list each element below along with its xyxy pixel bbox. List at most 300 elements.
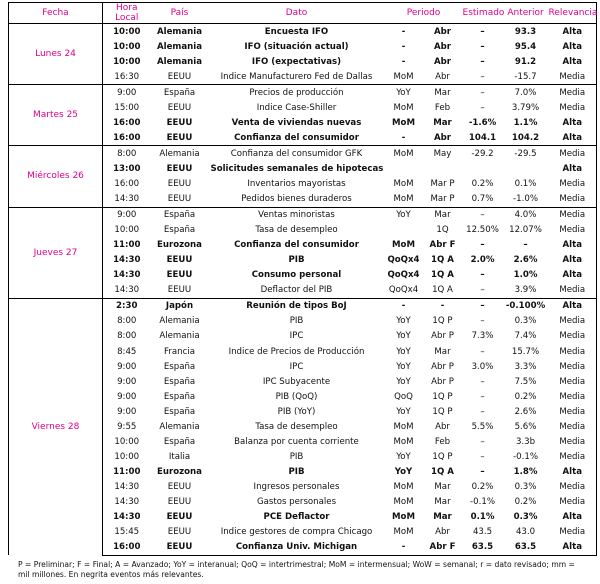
row-period: Abr [433, 41, 452, 52]
row-freq: YoY [396, 451, 411, 462]
row-dato: Precios de producción [209, 85, 385, 101]
row-country: España [163, 361, 196, 372]
row-period: 1Q P [432, 316, 453, 327]
row-period: Mar [433, 117, 452, 128]
row-time: 10:00 [103, 24, 151, 40]
row-period: Mar [423, 85, 463, 101]
header-relevancia: Relevancia [549, 3, 597, 24]
row-freq: MoM [393, 178, 414, 189]
header-anterior: Anterior [503, 3, 549, 24]
row-freq: MoM [393, 102, 414, 113]
row-period: 1Q A [431, 270, 454, 281]
row-estimado: – [480, 346, 485, 357]
row-freq: YoY [396, 406, 411, 417]
row-relevancia: Alta [549, 161, 597, 176]
row-time: 10:00 [103, 223, 151, 238]
row-freq: YoY [396, 316, 411, 327]
row-time: 9:00 [103, 85, 151, 101]
row-country: Alemania [156, 41, 203, 52]
row-dato: Indice gestores de compra Chicago [220, 527, 373, 538]
row-period: Mar [433, 512, 452, 523]
row-relevancia: Media [549, 494, 597, 509]
row-country: Italia [168, 451, 191, 462]
row-freq: MoM [393, 481, 414, 492]
row-anterior: 93.3 [503, 24, 549, 40]
row-relevancia: Alta [549, 298, 597, 314]
row-relevancia: Alta [549, 54, 597, 69]
row-estimado: 0.1% [470, 512, 495, 523]
row-estimado: – [480, 391, 485, 402]
row-anterior: -0.1% [513, 451, 538, 462]
row-anterior: -15.7 [503, 69, 549, 85]
row-period: Abr P [431, 376, 454, 387]
row-dato: Reunión de tipos BoJ [209, 298, 385, 314]
row-time: 14:30 [103, 479, 151, 494]
row-anterior: 0.3% [514, 481, 537, 492]
row-freq: - [385, 130, 423, 146]
header-row [9, 3, 597, 24]
row-time: 13:00 [103, 161, 151, 176]
row-estimado: 2.0% [470, 255, 495, 266]
row-estimado: – [463, 298, 503, 314]
row-estimado: 12.50% [466, 225, 499, 236]
day-label: Martes 25 [9, 85, 103, 146]
row-relevancia: Alta [549, 130, 597, 146]
row-time: 14:30 [103, 253, 151, 268]
row-country: Alemania [151, 146, 209, 162]
row-relevancia: Media [549, 329, 597, 344]
row-period: Abr [435, 527, 450, 538]
row-country: Alemania [156, 56, 203, 67]
row-freq: QoQx4 [387, 270, 420, 281]
row-freq: MoM [385, 192, 423, 208]
header-pais: País [151, 3, 209, 24]
header-dato: Dato [209, 3, 385, 24]
row-freq: QoQ [394, 391, 413, 402]
row-anterior: -29.5 [503, 146, 549, 162]
row-freq: YoY [396, 346, 411, 357]
row-relevancia: Media [549, 146, 597, 162]
row-period: - [423, 298, 463, 314]
row-anterior: 95.4 [514, 41, 537, 52]
row-estimado: – [463, 69, 503, 85]
row-relevancia: Media [549, 404, 597, 419]
row-relevancia: Media [549, 479, 597, 494]
row-dato: PIB [289, 451, 304, 462]
row-time: 16:30 [103, 69, 151, 85]
row-anterior: 2.6% [513, 255, 538, 266]
row-freq: - [401, 56, 406, 67]
row-anterior: 15.7% [511, 346, 540, 357]
row-anterior: 1.1% [513, 117, 538, 128]
row-dato: IFO (situación actual) [244, 41, 349, 52]
row-time: 8:00 [103, 314, 151, 329]
row-estimado: -1.6% [468, 117, 497, 128]
row-country: EEUU [151, 130, 209, 146]
row-estimado: – [480, 102, 485, 113]
row-freq: MoM [391, 240, 415, 251]
table-row [9, 146, 597, 162]
row-time: 14:30 [103, 510, 151, 525]
row-relevancia: Media [549, 359, 597, 374]
row-dato: PIB [288, 466, 305, 477]
row-time: 14:30 [103, 283, 151, 299]
row-period: Abr F [423, 540, 463, 556]
row-country: EEUU [151, 192, 209, 208]
row-estimado: – [463, 24, 503, 40]
row-period: Abr [423, 69, 463, 85]
day-label: Viernes 28 [9, 298, 103, 555]
row-anterior: -0.100% [503, 298, 549, 314]
row-anterior: 7.5% [514, 376, 537, 387]
row-estimado: -29.2 [463, 146, 503, 162]
row-anterior: 3.3% [514, 361, 537, 372]
row-country: EEUU [151, 283, 209, 299]
row-time: 9:55 [103, 419, 151, 434]
row-estimado: – [463, 85, 503, 101]
row-relevancia: Media [549, 314, 597, 329]
row-dato: Consumo personal [251, 270, 342, 281]
row-anterior: 0.2% [514, 496, 537, 507]
row-anterior: -1.0% [503, 192, 549, 208]
row-country: España [163, 406, 196, 417]
row-country: Francia [164, 346, 195, 357]
row-relevancia: Media [549, 389, 597, 404]
header-fecha: Fecha [9, 3, 103, 24]
row-freq [385, 161, 423, 176]
row-time: 11:00 [103, 238, 151, 253]
row-period: Abr P [431, 331, 454, 342]
row-anterior: 3.3b [515, 436, 536, 447]
row-relevancia: Media [549, 419, 597, 434]
row-freq: - [385, 24, 423, 40]
row-dato: Gastos personales [256, 496, 337, 507]
row-freq: - [385, 298, 423, 314]
row-relevancia: Media [549, 223, 597, 238]
footnote: P = Preliminar; F = Final; A = Avanzado; YoY = interanual; QoQ = intertrimestral; MoM = intermensual; WoW = semanal; r = dato revisado; mm = mil millones. En negrita eventos más relevantes. [18, 560, 575, 579]
row-period: 1Q A [423, 283, 463, 299]
row-anterior: 7.0% [503, 85, 549, 101]
row-relevancia: Media [549, 344, 597, 359]
row-estimado: – [480, 316, 485, 327]
row-freq: YoY [396, 361, 411, 372]
row-freq: YoY [396, 331, 411, 342]
row-dato: IPC [289, 361, 304, 372]
row-relevancia: Media [549, 176, 597, 191]
row-country: España [151, 85, 209, 101]
row-dato: Ventas minoristas [209, 207, 385, 223]
row-period: 1Q [436, 225, 449, 236]
row-country: Alemania [159, 331, 200, 342]
row-country: EEUU [151, 540, 209, 556]
row-dato: IFO (expectativas) [251, 56, 342, 67]
row-estimado: – [480, 270, 485, 281]
row-dato: Confianza del consumidor GFK [209, 146, 385, 162]
row-time: 11:00 [103, 464, 151, 479]
row-dato: Indice de Precios de Producción [228, 346, 365, 357]
row-anterior: 91.2 [514, 56, 537, 67]
row-time: 8:45 [103, 344, 151, 359]
row-dato: Confianza del consumidor [234, 240, 359, 251]
row-estimado: – [480, 451, 485, 462]
row-freq: QoQx4 [387, 255, 420, 266]
row-freq: - [401, 41, 406, 52]
row-relevancia: Alta [549, 238, 597, 253]
row-period: Mar [423, 207, 463, 223]
row-anterior: 63.5 [503, 540, 549, 556]
row-relevancia: Media [549, 449, 597, 464]
header-periodo: Periodo [385, 3, 463, 24]
row-relevancia: Media [549, 69, 597, 85]
row-period: Abr [435, 421, 450, 432]
row-dato: Ingresos personales [253, 481, 340, 492]
row-estimado: 0.2% [471, 178, 494, 189]
row-relevancia: Alta [549, 510, 597, 525]
row-dato: PIB (QoQ) [275, 391, 318, 402]
row-relevancia: Alta [549, 540, 597, 556]
row-anterior: – [523, 240, 528, 251]
row-anterior: 0.1% [514, 178, 537, 189]
table-row [9, 298, 597, 314]
row-time: 10:00 [103, 54, 151, 69]
row-dato: IPC [289, 331, 304, 342]
row-dato: Encuesta IFO [209, 24, 385, 40]
row-country: España [163, 376, 196, 387]
row-anterior: 4.0% [503, 207, 549, 223]
row-country: EEUU [167, 496, 192, 507]
table-row [9, 207, 597, 223]
row-time: 16:00 [103, 115, 151, 130]
row-time: 9:00 [103, 359, 151, 374]
row-country: España [163, 391, 196, 402]
row-country: EEUU [166, 117, 193, 128]
row-anterior: 5.6% [514, 421, 537, 432]
economic-calendar-table [8, 2, 597, 556]
row-period: Mar [434, 496, 451, 507]
row-freq: MoM [385, 146, 423, 162]
header-estimado: Estimado [463, 3, 503, 24]
row-estimado: 0.7% [463, 192, 503, 208]
row-time: 8:00 [103, 146, 151, 162]
row-estimado: 63.5 [463, 540, 503, 556]
row-estimado: – [480, 466, 485, 477]
row-estimado: 104.1 [463, 130, 503, 146]
row-estimado: – [480, 240, 485, 251]
row-period: Mar P [423, 192, 463, 208]
row-dato: Venta de viviendas nuevas [231, 117, 362, 128]
row-period [423, 161, 463, 176]
row-period: May [423, 146, 463, 162]
row-dato: PCE Deflactor [263, 512, 330, 523]
row-time: 16:00 [103, 176, 151, 191]
row-period: 1Q A [431, 466, 454, 477]
row-time: 9:00 [103, 207, 151, 223]
row-period: Abr [423, 24, 463, 40]
table-row [9, 85, 597, 101]
row-dato: Pedidos bienes duraderos [209, 192, 385, 208]
row-time: 10:00 [103, 434, 151, 449]
row-estimado: -0.1% [470, 496, 495, 507]
row-freq: - [385, 540, 423, 556]
row-freq: MoM [385, 69, 423, 85]
day-group [9, 85, 597, 146]
row-time: 14:30 [103, 192, 151, 208]
row-estimado: – [480, 56, 485, 67]
day-label: Miércoles 26 [9, 146, 103, 207]
row-freq: MoM [393, 421, 414, 432]
row-dato: PIB (YoY) [277, 406, 316, 417]
row-freq: MoM [393, 496, 414, 507]
row-freq: QoQx4 [385, 283, 423, 299]
row-dato: Tasa de desempleo [255, 225, 338, 236]
row-period: 1Q A [431, 255, 454, 266]
row-anterior: 43.0 [515, 527, 536, 538]
row-period: 1Q P [432, 451, 453, 462]
day-group [9, 146, 597, 207]
row-time: 14:30 [103, 494, 151, 509]
row-anterior: 3.9% [503, 283, 549, 299]
row-freq: MoM [391, 117, 415, 128]
row-period: Mar [434, 481, 451, 492]
row-anterior: 0.3% [514, 316, 537, 327]
row-period: 1Q P [432, 391, 453, 402]
row-dato: PIB [289, 316, 304, 327]
row-period: Mar [434, 346, 451, 357]
row-country: EEUU [167, 178, 192, 189]
row-relevancia: Media [549, 207, 597, 223]
row-time: 16:00 [103, 540, 151, 556]
row-freq: YoY [394, 466, 413, 477]
row-dato: IPC Subyacente [262, 376, 331, 387]
table-row [9, 24, 597, 40]
row-estimado: 3.0% [471, 361, 494, 372]
row-relevancia: Media [549, 85, 597, 101]
row-dato: Indice Manufacturero Fed de Dallas [209, 69, 385, 85]
row-time: 8:00 [103, 329, 151, 344]
row-anterior: 104.2 [503, 130, 549, 146]
row-relevancia: Alta [549, 115, 597, 130]
row-relevancia: Alta [549, 253, 597, 268]
row-time: 10:00 [103, 39, 151, 54]
row-country: España [163, 225, 196, 236]
row-time: 2:30 [103, 298, 151, 314]
row-period: Abr P [431, 361, 454, 372]
row-relevancia: Alta [549, 464, 597, 479]
row-anterior: 3.79% [511, 102, 540, 113]
row-relevancia: Media [549, 434, 597, 449]
row-country: EEUU [167, 481, 192, 492]
row-anterior: 12.07% [509, 225, 542, 236]
row-period: Abr [433, 56, 452, 67]
row-dato: Indice Case-Shiller [256, 102, 337, 113]
row-anterior: 7.4% [514, 331, 537, 342]
row-estimado: 5.5% [471, 421, 494, 432]
row-estimado [463, 161, 503, 176]
row-dato: Inventarios mayoristas [247, 178, 346, 189]
row-relevancia: Media [549, 192, 597, 208]
row-dato: Solicitudes semanales de hipotecas [210, 163, 384, 174]
row-freq: MoM [393, 527, 414, 538]
day-group [9, 24, 597, 85]
row-anterior [503, 161, 549, 176]
row-country: EEUU [166, 255, 193, 266]
row-period: Abr [423, 130, 463, 146]
row-estimado: 0.2% [471, 481, 494, 492]
row-time: 15:45 [103, 525, 151, 540]
row-country: España [163, 436, 196, 447]
row-time: 16:00 [103, 130, 151, 146]
row-freq: YoY [385, 85, 423, 101]
row-country: EEUU [167, 102, 192, 113]
row-dato: PIB [288, 255, 305, 266]
day-label: Lunes 24 [9, 24, 103, 85]
row-country: Alemania [159, 316, 200, 327]
row-country: EEUU [166, 270, 193, 281]
row-estimado: – [463, 207, 503, 223]
row-relevancia: Media [549, 100, 597, 115]
row-freq: MoM [391, 512, 415, 523]
row-anterior: 1.0% [513, 270, 538, 281]
row-country: Eurozona [157, 240, 202, 251]
row-relevancia: Media [549, 283, 597, 299]
day-group [9, 207, 597, 298]
day-group [9, 298, 597, 555]
row-estimado: – [463, 283, 503, 299]
row-country: Alemania [159, 421, 200, 432]
row-dato: Balanza por cuenta corriente [234, 436, 359, 447]
row-freq: YoY [396, 376, 411, 387]
row-estimado: – [480, 406, 485, 417]
row-relevancia: Alta [549, 268, 597, 283]
row-time: 15:00 [103, 100, 151, 115]
row-period: Feb [434, 436, 451, 447]
row-anterior: 1.8% [513, 466, 538, 477]
row-country: España [151, 207, 209, 223]
row-estimado: – [480, 436, 485, 447]
row-anterior: 0.2% [514, 391, 537, 402]
row-country: Japón [151, 298, 209, 314]
row-freq [385, 223, 423, 238]
row-freq: MoM [393, 436, 414, 447]
row-relevancia: Media [549, 525, 597, 540]
row-estimado: 7.3% [471, 331, 494, 342]
row-period: Abr F [429, 240, 456, 251]
row-time: 9:00 [103, 404, 151, 419]
row-country: EEUU [166, 512, 193, 523]
row-time: 9:00 [103, 374, 151, 389]
row-period: 1Q P [432, 406, 453, 417]
row-relevancia: Alta [549, 39, 597, 54]
row-relevancia: Media [549, 374, 597, 389]
row-country: EEUU [167, 527, 192, 538]
row-dato: Tasa de desempleo [255, 421, 338, 432]
row-estimado: 43.5 [472, 527, 493, 538]
row-dato: Confianza Univ. Michigan [209, 540, 385, 556]
row-country: Alemania [151, 24, 209, 40]
row-period: Feb [434, 102, 451, 113]
day-label: Jueves 27 [9, 207, 103, 298]
row-time: 10:00 [103, 449, 151, 464]
row-dato: Deflactor del PIB [209, 283, 385, 299]
row-estimado: – [480, 376, 485, 387]
row-country: EEUU [166, 163, 193, 174]
row-dato: Confianza del consumidor [209, 130, 385, 146]
row-country: EEUU [151, 69, 209, 85]
header-hora-local: Hora Local [103, 3, 151, 24]
row-anterior: 0.3% [513, 512, 538, 523]
row-relevancia: Alta [549, 24, 597, 40]
row-time: 9:00 [103, 389, 151, 404]
